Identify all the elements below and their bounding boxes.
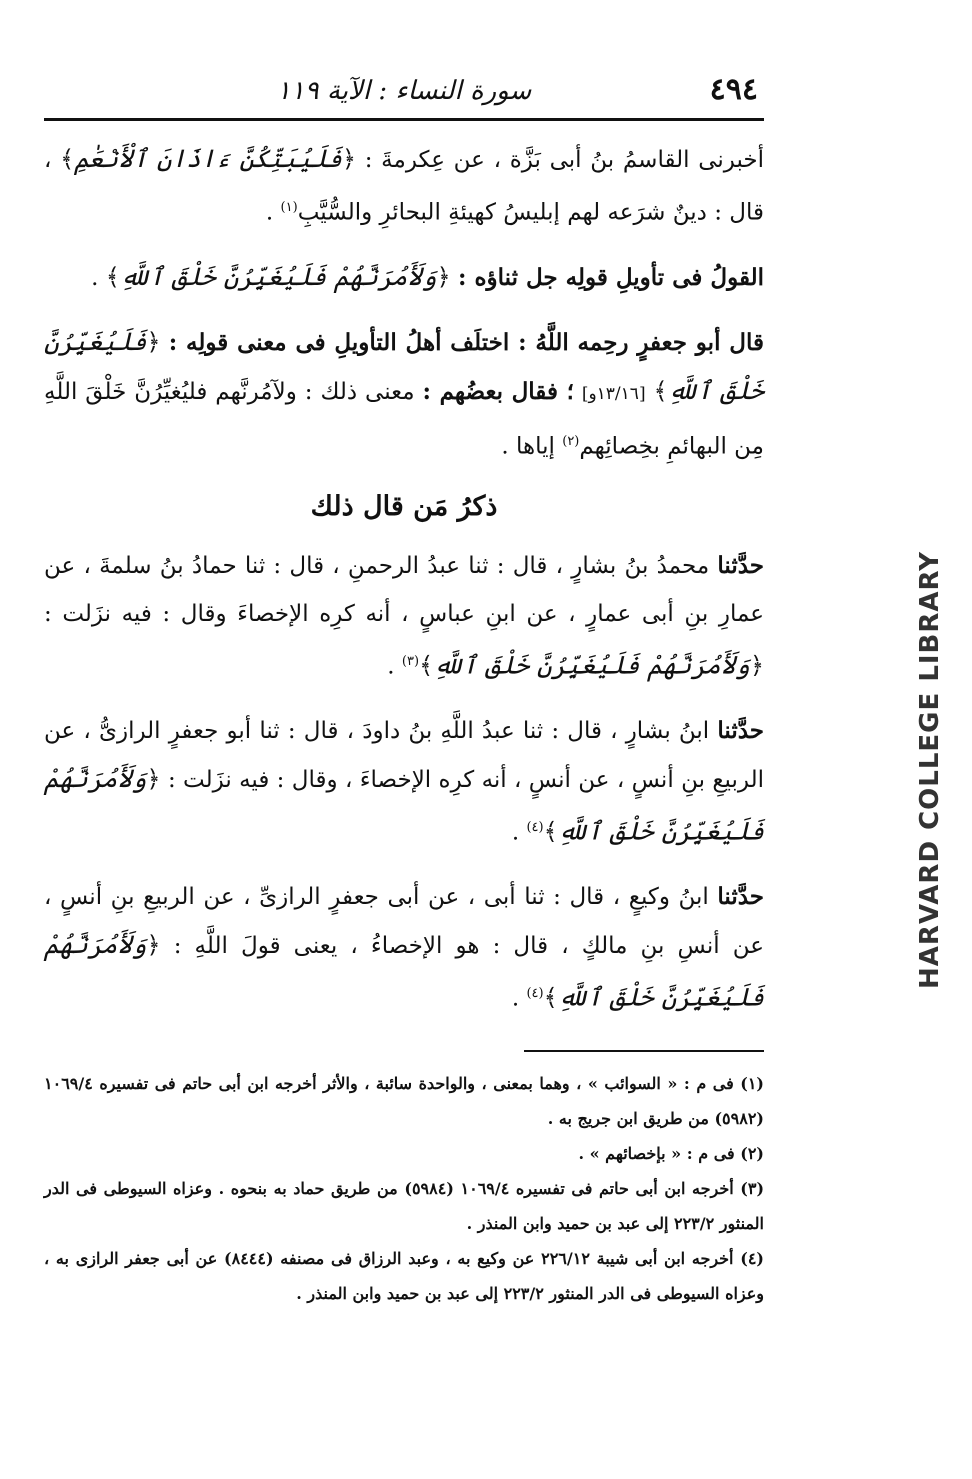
quran-brace-open: ﴿ bbox=[146, 764, 161, 793]
isnad-lead: حدَّثنا bbox=[717, 882, 765, 910]
footnote-marker: (٤) bbox=[526, 985, 544, 1001]
quran-brace-close: ﴾ bbox=[653, 376, 668, 405]
footnotes bbox=[44, 1066, 764, 1311]
paragraph-text: ، قال : دينٌ شرَعه لهم إبليسُ كهيئةِ البحائرِ والسُّيَّبِ bbox=[44, 147, 764, 226]
quran-quote: فَلَيُبَتِّكُنَّ ءَاذَانَ ٱلْأَنْعَٰمِ bbox=[74, 144, 342, 173]
quran-brace-open: ﴿ bbox=[146, 930, 161, 959]
quran-brace-close: ﴾ bbox=[543, 817, 558, 846]
paragraph-end: . bbox=[91, 264, 106, 291]
main-text bbox=[44, 135, 764, 1022]
paragraph-3 bbox=[44, 318, 764, 471]
quran-brace-open: ﴿ bbox=[341, 145, 356, 173]
footnote-marker: (٣) bbox=[401, 654, 420, 670]
manuscript-reference: [١٣/١٦و] bbox=[581, 383, 646, 404]
quran-brace-close: ﴾ bbox=[60, 145, 75, 173]
section-heading: ذكرُ مَن قال ذلك bbox=[310, 491, 498, 523]
paragraph-2 bbox=[44, 253, 764, 302]
paragraph-end: . bbox=[265, 199, 281, 226]
paragraph-end: . bbox=[511, 819, 527, 846]
paragraph-end: إياها . bbox=[501, 433, 563, 460]
quran-brace-open: ﴿ bbox=[749, 651, 764, 680]
paragraph-text: محمدُ بنُ بشارٍ ، قال : ثنا عبدُ الرحمنِ ، قال : ثنا حمادُ بنُ سلمةَ ، عن عمارِ بنِ أبى عمارٍ ، عن ابنِ عباسٍ ، أنه كرِه الإخصاءَ وقال : فيه نزَلت : bbox=[44, 553, 764, 628]
paragraph-text: أخبرنى القاسمُ بنُ أبى بَزَّة ، عن عِكرمةَ : bbox=[364, 147, 765, 173]
quran-quote: وَلَأَمُرَنَّهُمْ فَلَيُغَيِّرُنَّ خَلْقَ ٱللَّهِ bbox=[44, 763, 764, 846]
library-stamp bbox=[910, 551, 950, 989]
library-stamp-text: HARVARD COLLEGE LIBRARY bbox=[915, 551, 945, 989]
footnote-divider bbox=[524, 1050, 764, 1052]
paragraph-5 bbox=[44, 707, 764, 857]
paragraph-6 bbox=[44, 873, 764, 1023]
paragraph-lead: قال أبو جعفرٍ رحِمه اللَّهُ : اختلَف أهلُ التأويلِ فى معنى قولِه : bbox=[168, 328, 765, 356]
quran-quote: فَلَيُغَيِّرُنَّ خَلْقَ ٱللَّهِ bbox=[44, 326, 765, 405]
paragraph-1 bbox=[44, 135, 764, 237]
page-number: ٤٩٤ bbox=[709, 72, 758, 107]
page bbox=[44, 60, 764, 1460]
paragraph-lead-2: ؛ فقال بعضُهم : bbox=[422, 377, 574, 405]
footnote-2: (٢) فى م : « بإخصائهم » . bbox=[578, 1144, 764, 1164]
paragraph-end: . bbox=[511, 985, 527, 1012]
quran-brace-close: ﴾ bbox=[419, 651, 434, 680]
footnote-4: (٤) أخرجه ابن أبى شيبة ٢٢٦/١٢ عن وكيع به ، وعبد الرزاق فى مصنفه (٨٤٤٤) عن أبى جعفر الرازى به ، وعزاه السيوطى فى الدر المنثور ٢٢٣/٢ إلى عبد بن حميد وابن المنذر . bbox=[44, 1249, 764, 1304]
footnote-marker: (٤) bbox=[526, 819, 544, 835]
paragraph-end: . bbox=[387, 653, 402, 680]
page-header bbox=[44, 60, 764, 121]
quran-brace-close: ﴾ bbox=[543, 983, 558, 1012]
paragraph-4 bbox=[44, 542, 764, 691]
isnad-lead: حدَّثنا bbox=[717, 716, 765, 744]
paragraph-text: ابنُ بشارٍ ، قال : ثنا عبدُ اللَّهِ بنُ داودَ ، قال : ثنا أبو جعفرٍ الرازىُّ ، عن الربيعِ بنِ أنسٍ ، عن أنسٍ ، أنه كرِه الإخصاءَ ، وقال : فيه نزَلت : bbox=[44, 717, 764, 793]
footnote-3: (٣) أخرجه ابن أبى حاتم فى تفسيره ١٠٦٩/٤ (٥٩٨٤) من طريق حماد به بنحوه . وعزاه السيوطى فى الدر المنثور ٢٢٣/٢ إلى عبد بن حميد وابن المنذر . bbox=[44, 1179, 765, 1234]
footnote-marker: (١) bbox=[280, 200, 298, 215]
paragraph-text: ابنُ وكيعٍ ، قال : ثنا أبى ، عن أبى جعفرٍ الرازىِّ ، عن الربيعِ بنِ أنسٍ ، عن أنسِ بنِ مالكٍ ، قال : هو الإخصاءُ ، يعنى قولَ اللَّهِ : bbox=[44, 883, 764, 959]
quran-quote: وَلَأَمُرَنَّهُمْ فَلَيُغَيِّرُنَّ خَلْقَ ٱللَّهِ bbox=[433, 650, 750, 680]
paragraph-text: معنى ذلك : ولآمُرنَّهم فليُغيِّرُنَّ خَلْقَ اللَّهِ مِن البهائمِ بخِصائِهم bbox=[44, 378, 764, 460]
isnad-lead: حدَّثنا bbox=[717, 552, 765, 580]
quran-brace-open: ﴿ bbox=[436, 262, 451, 291]
footnote-1: (١) فى م : « السوائب » ، وهما بمعنى ، والواحدة سائبة ، والأثر أخرجه ابن أبى حاتم فى تفسيره ١٠٦٩/٤ (٥٩٨٢) من طريق ابن جريج به . bbox=[44, 1074, 764, 1129]
quran-brace-open: ﴿ bbox=[146, 327, 161, 356]
footnote-marker: (٢) bbox=[562, 433, 580, 449]
running-head: سورة النساء : الآية ١١٩ bbox=[276, 76, 532, 106]
quran-quote: وَلَأَمُرَنَّهُمْ فَلَيُغَيِّرُنَّ خَلْقَ ٱللَّهِ bbox=[44, 929, 764, 1012]
quran-quote: وَلَأَمُرَنَّهُمْ فَلَيُغَيِّرُنَّ خَلْقَ ٱللَّهِ bbox=[119, 261, 437, 291]
quran-brace-close: ﴾ bbox=[105, 262, 120, 291]
chapter-lead: القولُ فى تأويلِ قولِه جل ثناؤه : bbox=[457, 263, 764, 291]
